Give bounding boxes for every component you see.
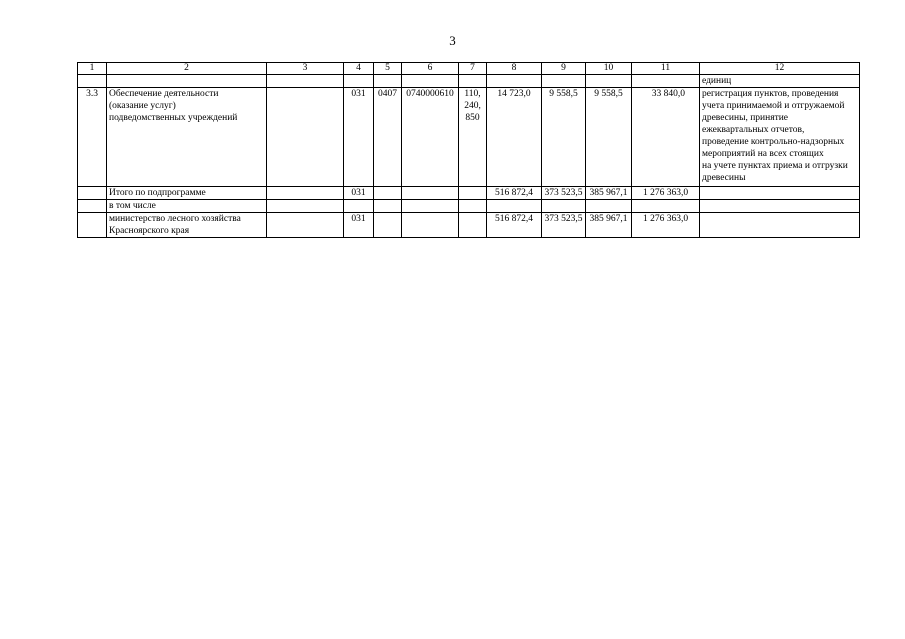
row-col-12: регистрация пунктов, проведения учета принимаемой и отгружаемой древесины, принятие ежеквартальных отчетов, проведение контрольно-надзорных мероприятий на всех стоящих на учете пунктах приема и отгрузки древесины xyxy=(700,88,860,187)
budget-table xyxy=(77,62,860,238)
row-col-11: 1 276 363,0 xyxy=(632,187,700,200)
header-col-9: 9 xyxy=(542,63,586,75)
row-col-7: 110, 240, 850 xyxy=(459,88,487,187)
row-col-4: 031 xyxy=(344,187,374,200)
row-col-11: 1 276 363,0 xyxy=(632,213,700,238)
carry-over-text: единиц xyxy=(700,75,860,88)
header-col-2: 2 xyxy=(107,63,267,75)
row-name: Обеспечение деятельности (оказание услуг) подведомственных учреждений xyxy=(107,88,267,187)
row-col-6: 0740000610 xyxy=(402,88,459,187)
row-col-3 xyxy=(267,88,344,187)
header-col-3: 3 xyxy=(267,63,344,75)
table-row-subtotal xyxy=(78,187,860,200)
row-name: министерство лесного хозяйства Красноярского края xyxy=(107,213,267,238)
header-col-6: 6 xyxy=(402,63,459,75)
header-col-5: 5 xyxy=(374,63,402,75)
row-col-9: 9 558,5 xyxy=(542,88,586,187)
row-col-8: 14 723,0 xyxy=(487,88,542,187)
row-col-10: 385 967,1 xyxy=(586,187,632,200)
page-number: 3 xyxy=(449,33,456,48)
header-row xyxy=(78,63,860,75)
row-col-10: 385 967,1 xyxy=(586,213,632,238)
table-row-3-3 xyxy=(78,88,860,187)
header-col-4: 4 xyxy=(344,63,374,75)
row-number: 3.3 xyxy=(78,88,107,187)
header-col-12: 12 xyxy=(700,63,860,75)
row-name: в том числе xyxy=(107,200,267,213)
row-col-4: 031 xyxy=(344,88,374,187)
row-col-8: 516 872,4 xyxy=(487,213,542,238)
header-col-7: 7 xyxy=(459,63,487,75)
row-col-11: 33 840,0 xyxy=(632,88,700,187)
header-col-11: 11 xyxy=(632,63,700,75)
row-col-9: 373 523,5 xyxy=(542,213,586,238)
row-col-9: 373 523,5 xyxy=(542,187,586,200)
row-col-4: 031 xyxy=(344,213,374,238)
row-col-5: 0407 xyxy=(374,88,402,187)
table-row-including xyxy=(78,200,860,213)
row-col-8: 516 872,4 xyxy=(487,187,542,200)
header-col-10: 10 xyxy=(586,63,632,75)
row-name: Итого по подпрограмме xyxy=(107,187,267,200)
table-row-ministry xyxy=(78,213,860,238)
carry-over-row xyxy=(78,75,860,88)
row-col-10: 9 558,5 xyxy=(586,88,632,187)
header-col-1: 1 xyxy=(78,63,107,75)
header-col-8: 8 xyxy=(487,63,542,75)
